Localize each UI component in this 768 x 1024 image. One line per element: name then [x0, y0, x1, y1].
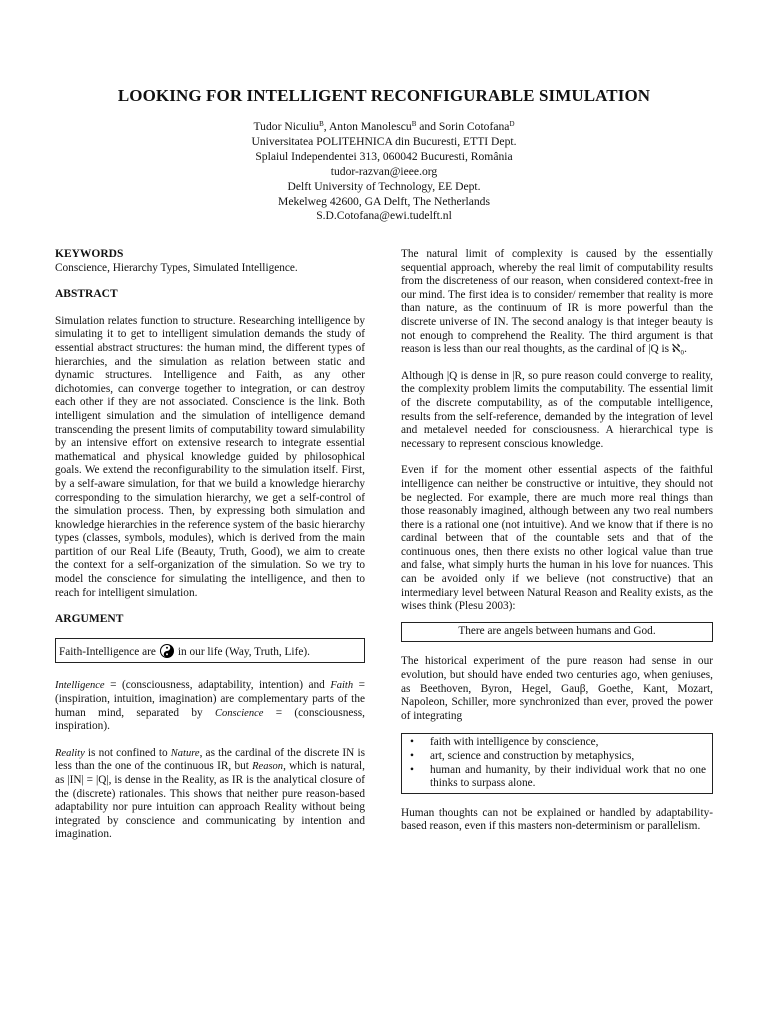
body-paragraph: The historical experiment of the pure reason had sense in our evolution, but should have ended two centuries ago, when geniuses, as Beethoven, Byron, Hegel, Gauβ, Goethe, Kant, Mozart, Napoleon, Schiller, more synchronized than ever, proved the power of integrating — [401, 655, 713, 722]
author-name: Tudor Niculiu — [253, 120, 320, 133]
term-reason: Reason — [252, 761, 284, 773]
right-column — [401, 248, 713, 834]
definition-text: = (inspiration, intuition, imagination) are complementary parts of the human mind, separated by — [55, 679, 365, 719]
abstract-text: Simulation relates function to structure. Researching intelligence by simulating it to get to intelligent simulation demands the study of essential abstract structures: the human mind, the different types of hierarchies, and the simulation as relation between static and dynamic structures. Intelligence and Faith, as any other dichotomies, can converge together to integration, or can destroy each other if they are not associated. Conscience is the link. Both intelligent simulation and the simulation of intelligence demand transcending the present limits of computability toward simulability by an intensive effort on extensive research to integrate essential mathematical and physical knowledge guided by philosophical goals. We extend the reconfigurability to the simulation itself. First, by a self-aware simulation, for that we build a knowledge hierarchy corresponding to the simulation hierarchy, we get a self-control of the simulation process. Then, by expressing both simulation and knowledge hierarchies in the reference system of the basic hierarchy types (classes, symbols, modules), which is derived from the main partition of our Real Life (Beauty, Truth, Good), we aim to create the context for a self-organization of the simulation. So we try to model the conscience for simulating the intelligence, and then to reach for intelligent simulation. — [55, 314, 365, 599]
box-text-before: Faith-Intelligence are — [59, 645, 156, 658]
keywords-text: Conscience, Hierarchy Types, Simulated Intelligence. — [55, 261, 298, 274]
term-intelligence: Intelligence — [55, 680, 105, 692]
list-item: • human and humanity, by their individual work that no one thinks to surpass alone. — [408, 764, 706, 791]
author-name: and Sorin Cotofana — [416, 120, 510, 133]
angels-quote-box: There are angels between humans and God. — [401, 622, 713, 643]
author-affiliation-mark: B — [411, 120, 417, 128]
list-item: • faith with intelligence by conscience, — [408, 736, 706, 750]
author-email[interactable]: tudor-razvan@ieee.org — [330, 164, 438, 178]
bullet-list — [402, 734, 712, 792]
list-item: • art, science and construction by metaphysics, — [408, 750, 706, 764]
body-paragraph: Even if for the moment other essential aspects of the faithful intelligence can neither be constructive or intuitive, they should not be neglected. For example, there are much more real things than those reasonably imagined, although between any two real numbers there is a rational one (not intuitive). And we know that if there is no cardinal between that of the countable sets and that of the continuous ones, then there exists no other logical value than true and false, what simply hurts the human in his love for nuances. This can be avoided only if we believe (not constructive) that an intermediary level between Natural Reason and Reality exists, as the wises think (Plesu 2003): — [401, 464, 713, 613]
abstract-heading: ABSTRACT — [55, 288, 118, 301]
author-name: , Anton Manolescu — [323, 120, 412, 133]
reality-paragraph — [55, 747, 365, 842]
term-faith: Faith — [330, 680, 354, 692]
term-conscience: Conscience — [215, 707, 264, 719]
term-reality: Reality — [55, 747, 85, 759]
definition-paragraph — [55, 679, 365, 733]
author-block — [0, 120, 768, 224]
body-paragraph: Human thoughts can not be explained or handled by adaptability-based reason, even if this masters non-determinism or parallelism. — [401, 806, 713, 833]
bullet-list-box — [401, 733, 713, 793]
paragraph-text: , as the cardinal of the discrete IN is less than the one of the continuous IR, but — [55, 746, 365, 773]
author-affiliation-mark: B — [319, 120, 324, 128]
body-paragraph: The natural limit of complexity is caused by the essentially sequential approach, whereby the real limit of computability results from the discreteness of our reason, when considered context-free in our mind. The first idea is to consider/ remember that reality is more than nature, as the continuum of IR is more powerful than the discrete universe of IN. The second analogy is that integer beauty is not enough to comprehend the Reality. The third argument is that reason is less than our real thoughts, as the cardinal of |Q is ℵ₀. — [401, 248, 713, 356]
box-text-after: in our life (Way, Truth, Life). — [177, 645, 310, 658]
paragraph-text: , which is natural, as |IN| = |Q|, is dense in the Reality, as IR is the analytical closure of the (discrete) rationales. This shows that neither pure reason-based adaptability nor pure intuition can approach Reality without being integrated by conscience and communicating by intention and imagination. — [55, 760, 365, 841]
left-column — [55, 248, 365, 842]
author-email[interactable]: S.D.Cotofana@ewi.tudelft.nl — [316, 209, 452, 223]
argument-heading: ARGUMENT — [55, 613, 124, 626]
body-paragraph: Although |Q is dense in |R, so pure reason could converge to reality, the complexity problem limits the computability. The essential limit of the discrete computability, as of the computable intelligence, results from the self-reference, demanded by the integration of level and metalevel needed for consciousness. A hierarchical type is necessary to represent conscious knowledge. — [401, 369, 713, 450]
affiliation-line: Delft University of Technology, EE Dept. — [287, 179, 481, 193]
author-line — [0, 120, 768, 135]
yin-yang-icon — [160, 644, 174, 658]
faith-intelligence-box — [55, 638, 365, 664]
paper-title: LOOKING FOR INTELLIGENT RECONFIGURABLE SIMULATION — [117, 86, 651, 105]
term-nature: Nature — [170, 747, 200, 759]
affiliation-line: Universitatea POLITEHNICA din Bucuresti, ETTI Dept. — [251, 134, 517, 148]
affiliation-line: Mekelweg 42600, GA Delft, The Netherlands — [278, 194, 490, 208]
paragraph-text: is not confined to — [84, 746, 171, 759]
definition-text: = (consciousness, inspiration). — [55, 706, 365, 733]
keywords-heading: KEYWORDS — [55, 248, 124, 260]
definition-text: = (consciousness, adaptability, intention) and — [104, 679, 331, 692]
affiliation-line: Splaiul Independentei 313, 060042 Bucuresti, România — [255, 149, 513, 163]
author-affiliation-mark: D — [509, 120, 515, 128]
